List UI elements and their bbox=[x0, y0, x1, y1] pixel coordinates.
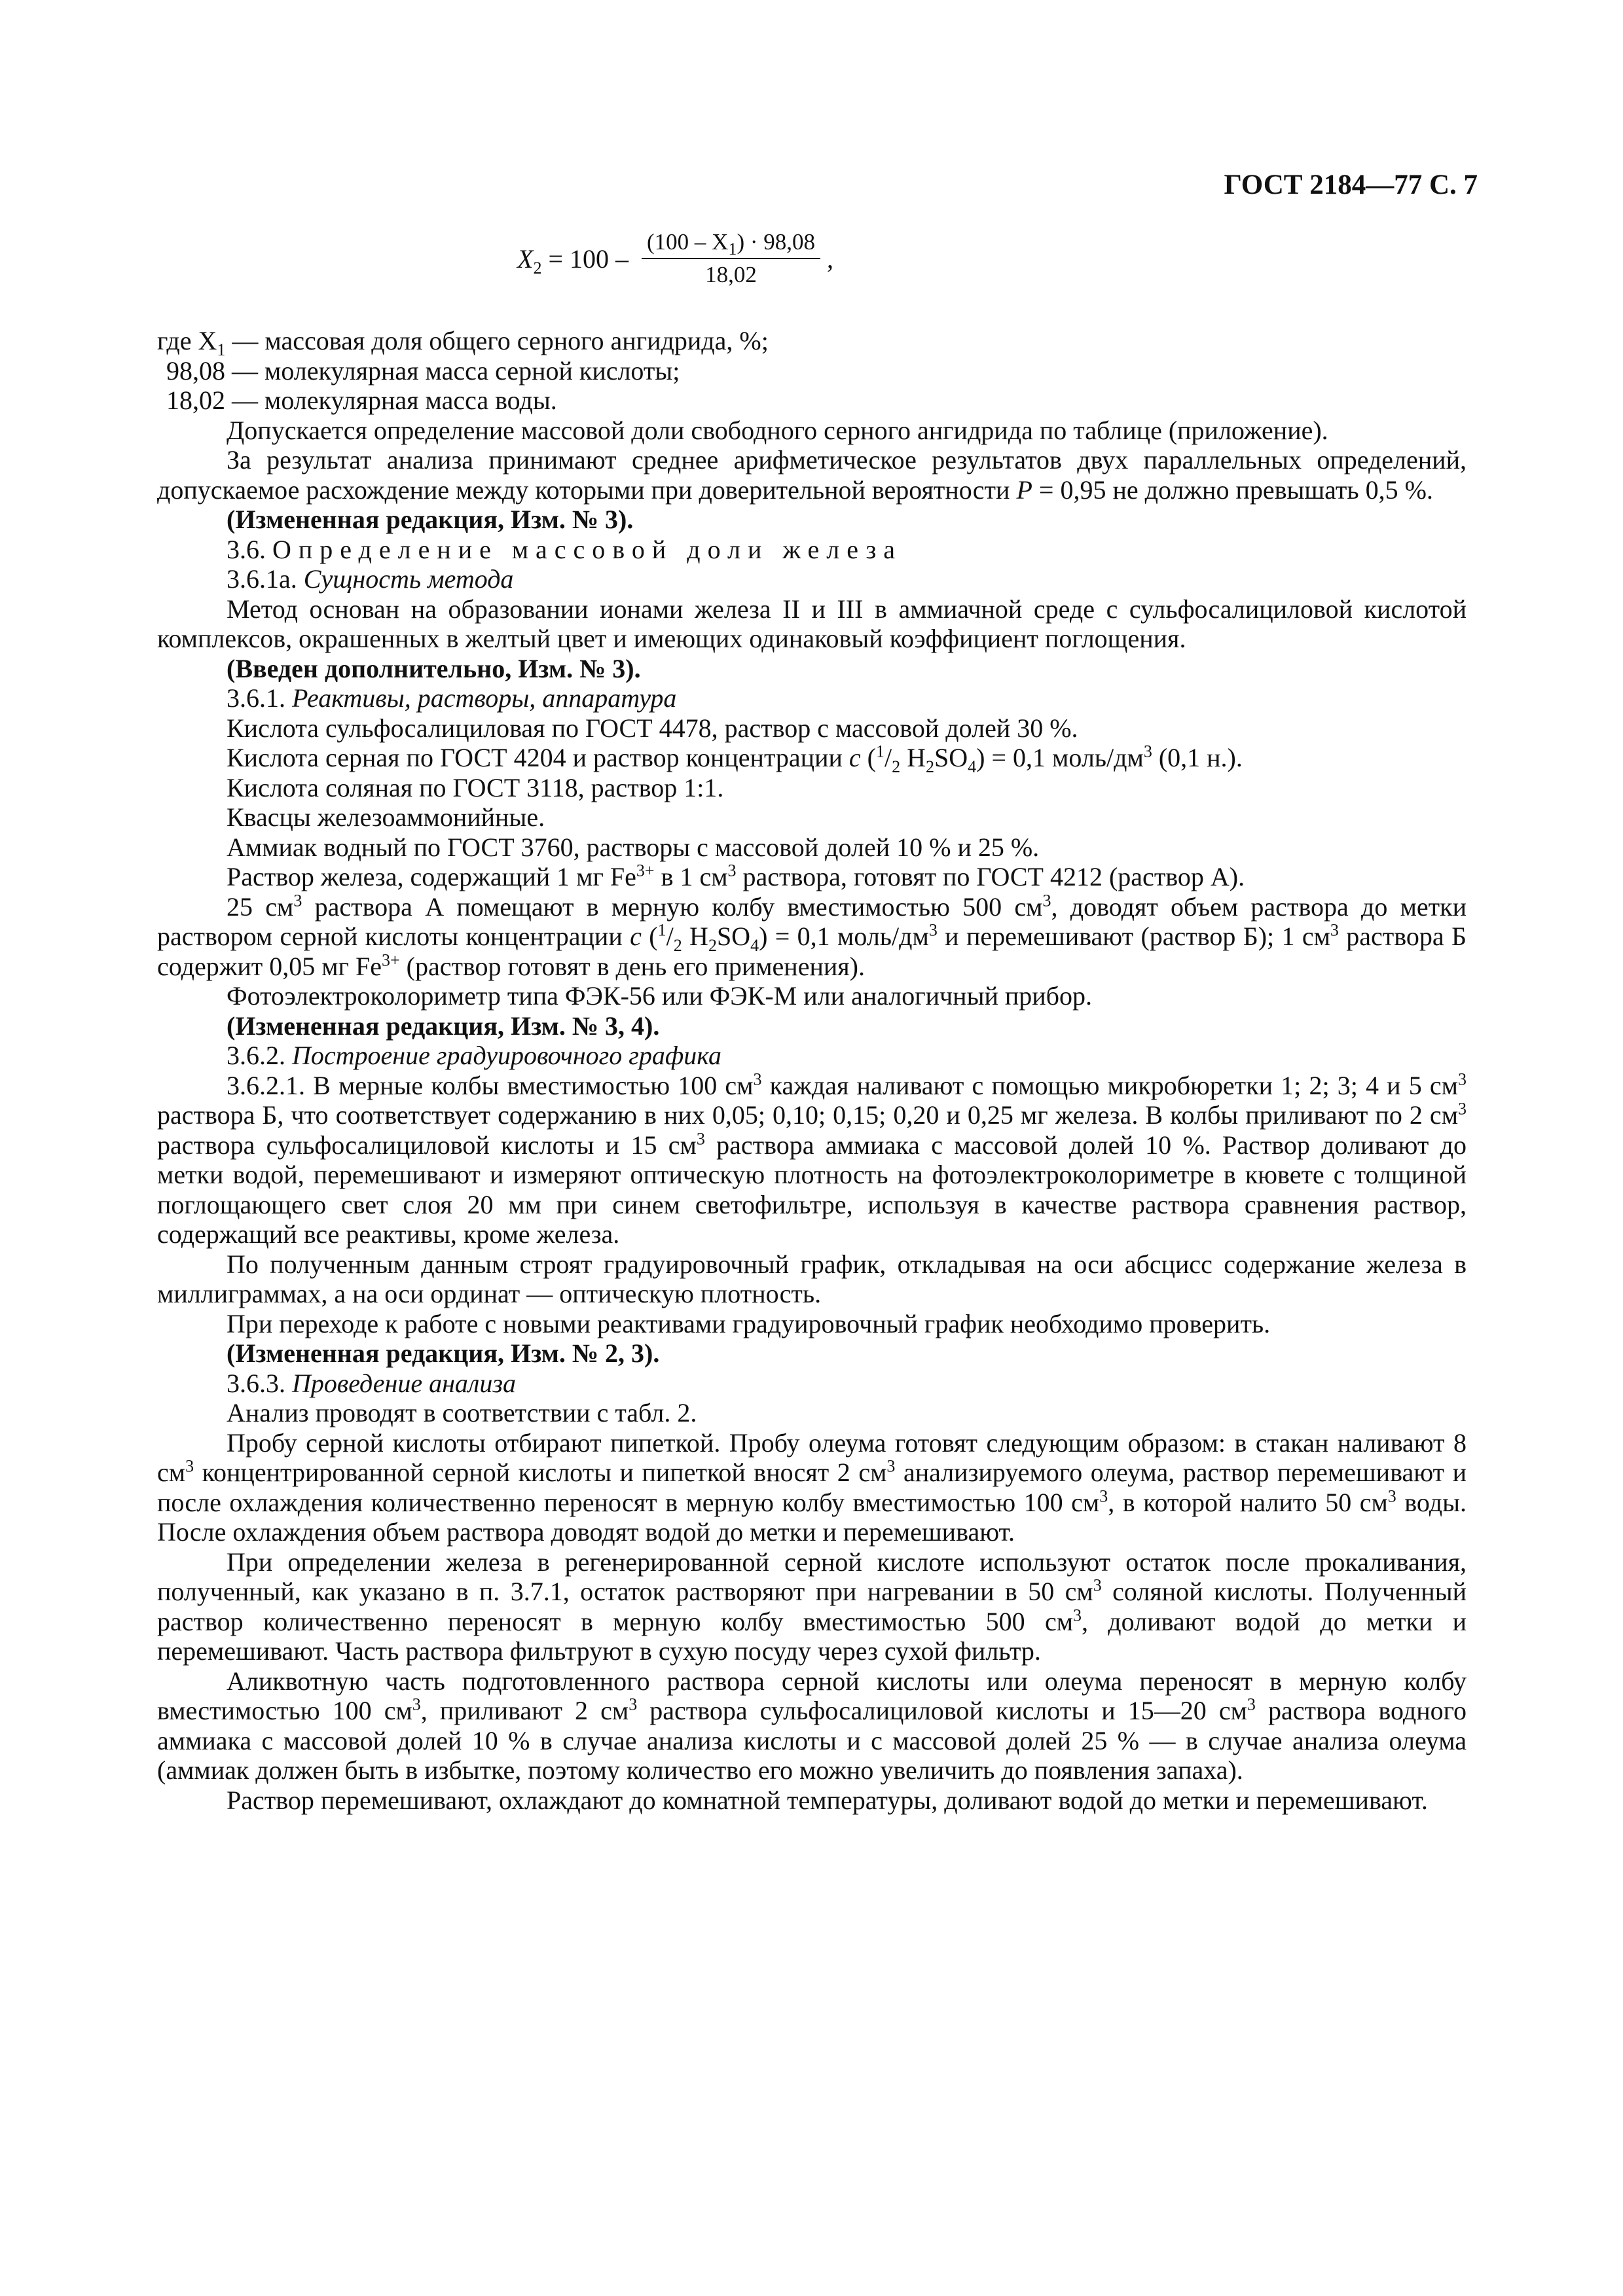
formula-lhs: $X_2$ bbox=[517, 243, 542, 278]
paragraph: Раствор перемешивают, охлаждают до комнатной температуры, доливают водой до метки и перемешивают. bbox=[227, 1785, 1428, 1815]
paragraph: Раствор железа, содержащий 1 мг $Fe^{3+}$ в 1 $см^3$ раствора, готовят по ГОСТ 4212 (раствор А). bbox=[227, 861, 1245, 891]
paragraph: Кислота сульфосалициловая по ГОСТ 4478, раствор с массовой долей 30 %. bbox=[227, 713, 1078, 743]
paragraph: 25 $см^3$ раствора А помещают в мерную колбу вместимостью 500 $см^3$, доводят объем раствора до метки раствором серной кислоты концентрации c ($^1/_2$ $H_2SO_4) = 0,1$ моль/$дм^3$ и перемешивают (раствор Б); 1 $см^3$ раствора Б содержит 0,05 мг $Fe^{3+}$ (раствор готовят в день его применения). bbox=[157, 891, 1467, 981]
legend-row: 18,02 — молекулярная масса воды. bbox=[166, 386, 557, 415]
paragraph: При определении железа в регенерированной серной кислоте используют остаток после прокаливания, полученный, как указано в п. 3.7.1, остаток растворяют при нагревании в 50 $см^3$ соляной кислоты. Полученный раствор количественно переносят в мерную колбу вместимостью 500 $см^3$, доливают водой до метки и перемешивают. Часть раствора фильтруют в сухую посуду через сухой фильтр. bbox=[157, 1547, 1467, 1666]
legend-row: 98,08 — молекулярная масса серной кислоты; bbox=[166, 355, 680, 386]
paragraph: Анализ проводят в соответствии с табл. 2. bbox=[227, 1398, 697, 1427]
paragraph: По полученным данным строят градуировочный график, откладывая на оси абсцисс содержание железа в миллиграммах, а на оси ординат — оптическую плотность. bbox=[157, 1249, 1467, 1308]
paragraph: Метод основан на образовании ионами железа II и III в аммиачной среде с сульфосалициловой кислотой комплексов, окрашенных в желтый цвет и имеющих одинаковый коэффициент поглощения. bbox=[157, 594, 1467, 653]
paragraph: Квасцы железоаммонийные. bbox=[227, 802, 545, 832]
document-body bbox=[157, 326, 1467, 1815]
formula-numerator: $(100 - X_1) \cdot 98,08$ bbox=[642, 229, 820, 259]
paragraph: Фотоэлектроколориметр типа ФЭК-56 или ФЭК-М или аналогичный прибор. bbox=[227, 981, 1093, 1011]
paragraph: За результат анализа принимают среднее арифметическое результатов двух параллельных определений, допускаемое расхождение между которыми при доверительной вероятности P = 0,95 не должно превышать 0,5 %. bbox=[157, 445, 1467, 505]
subsection-heading: 3.6.1а. Сущность метода bbox=[227, 564, 514, 594]
formula-eq: = 100 – bbox=[541, 243, 635, 274]
section-heading: 3.6. Определение массовой доли железа bbox=[227, 534, 903, 564]
subsection-heading: 3.6.3. Проведение анализа bbox=[227, 1368, 516, 1398]
paragraph: При переходе к работе с новыми реактивами градуировочный график необходимо проверить. bbox=[227, 1308, 1271, 1338]
subsection-heading: 3.6.2. Построение градуировочного графика bbox=[227, 1041, 721, 1070]
formula-tail: , bbox=[827, 243, 833, 274]
amendment-note: (Измененная редакция, Изм. № 3, 4). bbox=[227, 1011, 660, 1041]
amendment-note: (Измененная редакция, Изм. № 3). bbox=[227, 505, 634, 534]
formula-fraction bbox=[642, 229, 820, 288]
paragraph: Допускается определение массовой доли свободного серного ангидрида по таблице (приложение). bbox=[227, 415, 1328, 445]
amendment-note: (Измененная редакция, Изм. № 2, 3). bbox=[227, 1338, 660, 1368]
paragraph: Кислота соляная по ГОСТ 3118, раствор 1:1. bbox=[227, 772, 724, 802]
paragraph: 3.6.2.1. В мерные колбы вместимостью 100 $см^3$ каждая наливают с помощью микробюретки 1; 2; 3; 4 и 5 $см^3$ раствора Б, что соответствует содержанию в них 0,05; 0,10; 0,15; 0,20 и 0,25 мг железа. В колбы приливают по 2 $см^3$ раствора сульфосалициловой кислоты и 15 $см^3$ раствора аммиака с массовой долей 10 %. Раствор доливают до метки водой, перемешивают и измеряют оптическую плотность на фотоэлектроколориметре в кювете с толщиной поглощающего свет слоя 20 мм при синем светофильтре, используя в качестве раствора сравнения раствор, содержащий все реактивы, кроме железа. bbox=[157, 1069, 1467, 1249]
subsection-heading: 3.6.1. Реактивы, растворы, аппаратура bbox=[227, 683, 677, 713]
formula-denominator: 18,02 bbox=[705, 262, 757, 287]
paragraph: Аликвотную часть подготовленного раствора серной кислоты или олеума переносят в мерную колбу вместимостью 100 $см^3$, приливают 2 $см^3$ раствора сульфосалициловой кислоты и 15—20 $см^3$ раствора водного аммиака с массовой долей 10 % в случае анализа кислоты и с массовой долей 25 % — в случае анализа олеума (аммиак должен быть в избытке, поэтому количество его можно увеличить до появления запаха). bbox=[157, 1666, 1467, 1785]
formula-x2 bbox=[517, 229, 833, 288]
paragraph: Кислота серная по ГОСТ 4204 и раствор концентрации c ($^1/_2$ $H_2SO_4) = 0,1$ моль/$дм^3$ (0,1 н.). bbox=[227, 742, 1243, 776]
page-header: ГОСТ 2184—77 С. 7 bbox=[1224, 170, 1478, 200]
amendment-note: (Введен дополнительно, Изм. № 3). bbox=[227, 653, 641, 683]
legend-row: где $X_1$ — массовая доля общего серного ангидрида, %; bbox=[157, 326, 769, 359]
paragraph: Пробу серной кислоты отбирают пипеткой. Пробу олеума готовят следующим образом: в стакан наливают 8 $см^3$ концентрированной серной кислоты и пипеткой вносят 2 $см^3$ анализируемого олеума, раствор перемешивают и после охлаждения количественно переносят в мерную колбу вместимостью 100 $см^3$, в которой налито 50 $см^3$ воды. После охлаждения объем раствора доводят водой до метки и перемешивают. bbox=[157, 1427, 1467, 1547]
paragraph: Аммиак водный по ГОСТ 3760, растворы с массовой долей 10 % и 25 %. bbox=[227, 832, 1040, 862]
